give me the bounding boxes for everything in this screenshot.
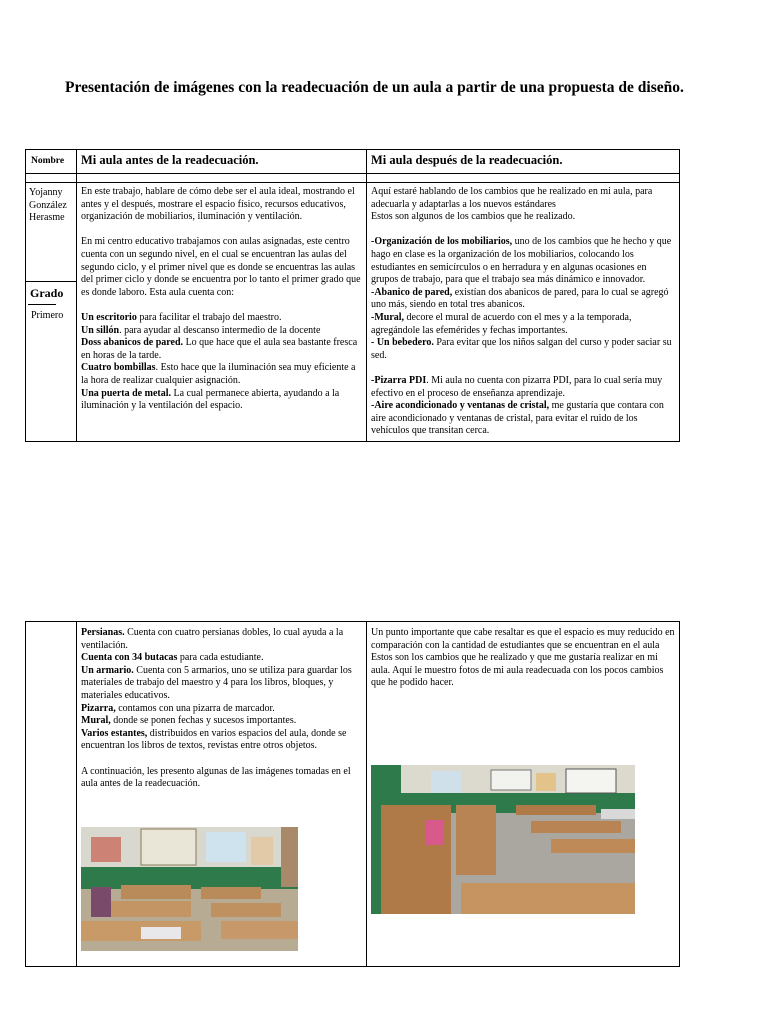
before-intro: En este trabajo, hablare de cómo debe ser el aula ideal, mostrando el antes y el después, mostrare el espacio físico, recursos educativos, organización de mobiliarios, iluminación y ventilación. [81,186,355,223]
before-item: Persianas. Cuenta con cuatro persianas dobles, lo cual ayuda a la ventilación. [81,627,344,651]
classroom-after-photo [371,765,635,914]
header-antes: Mi aula antes de la readecuación. [77,150,367,174]
before-item: Un sillón. para ayudar al descanso intermedio de la docente [81,324,321,336]
before-item: Cuatro bombillas. Esto hace que la iluminación sea muy eficiente a la hora de realizar cualquier asignación. [81,362,356,386]
page-title: Presentación de imágenes con la readecuación de un aula a partir de una propuesta de diseño. [65,79,684,96]
before-item: Pizarra, contamos con una pizarra de marcador. [81,702,275,714]
classroom-before-photo [81,827,298,951]
after-item: -Aire acondicionado y ventanas de cristal, me gustaría que contara con aire acondicionado y ventanas de cristal, para evitar el ruido de los vehículos que transitan cerca. [371,400,664,437]
after-note: Estos son los cambios que he realizado y que me gustaría realizar en mi aula. Aquí le muestro fotos de mi aula readecuada con los pocos cambios que he podido hacer. [371,652,664,689]
before-item: Un armario. Cuenta con 5 armarios, uno se utiliza para guardar los materiales de trabajo del maestro y 4 para los libros, bloques, y materiales educativos. [81,664,352,701]
after-intro-2: Estos son algunos de los cambios que he realizado. [371,211,576,223]
grado-label: Grado [30,286,64,300]
after-note: Un punto importante que cabe resaltar es que el espacio es muy reducido en comparación con la cantidad de estudiantes que se encuentran en el aula [371,627,675,651]
name-cell [26,183,77,442]
after-item: -Mural, decore el mural de acuerdo con el mes y a la temporada, agregándole las efemérides y fechas importantes. [371,311,632,336]
before-description-cell [77,183,367,442]
after-intro: Aquí estaré hablando de los cambios que he realizado en mi aula, para adecuarla y adaptarlas a los nuevos estándares [371,186,653,210]
comparison-table-1 [25,149,680,442]
header-despues: Mi aula después de la readecuación. [367,150,680,174]
after-item: -Abanico de pared, existían dos abanicos de pared, para lo cual se agregó uno más, siendo en total tres abanicos. [371,286,669,311]
after-description-cell [367,183,680,442]
grado-value: Primero [31,310,64,321]
after-item: -Pizarra PDI. Mi aula no cuenta con pizarra PDI, para lo cual sería muy efectivo en el proceso de enseñanza aprendizaje. [371,374,663,399]
before-item: Varios estantes, distribuidos en varios espacios del aula, donde se encuentran los libros de textos, revistas entre otros objetos. [81,727,347,752]
empty-name-cell [26,622,77,967]
name-line-1: Yojanny [29,187,63,198]
before-item: Mural, donde se ponen fechas y sucesos importantes. [81,715,297,727]
name-line-2: González [29,199,67,211]
name-line-3: Herasme [29,212,65,224]
after-item: - Un bebedero. Para evitar que los niños salgan del curso y poder saciar su sed. [371,337,672,361]
before-item: Cuenta con 34 butacas para cada estudiante. [81,652,264,664]
before-context: En mi centro educativo trabajamos con aulas asignadas, este centro cuenta con un segundo nivel, en el cual se encuentran las aulas del segundo ciclo, y el primer nivel que es donde se encuentras las aulas del primer ciclo y donde se encuentra por lo tanto el primer grado que es donde laboro. Esta aula cuenta con: [81,236,361,298]
before-item: Una puerta de metal. La cual permanece abierta, ayudando a la iluminación y la ventilación del espacio. [81,387,340,412]
header-nombre: Nombre [26,150,77,174]
before-item: Doss abanicos de pared. Lo que hace que el aula sea bastante fresca en horas de la tarde. [81,337,358,361]
after-item: -Organización de los mobiliarios, uno de los cambios que he hecho y que hago en clase es la organización de los mobiliarios, colocando los estudiantes en semicírculos o en herradura y en algunas ocasiones en grupos de trabajo, para que el trabajo sea más dinámico e innovador. [371,236,672,286]
grado-block [26,281,77,323]
before-closing: A continuación, les presento algunas de las imágenes tomadas en el aula antes de la readecuación. [81,765,351,790]
before-item: Un escritorio para facilitar el trabajo del maestro. [81,311,282,323]
